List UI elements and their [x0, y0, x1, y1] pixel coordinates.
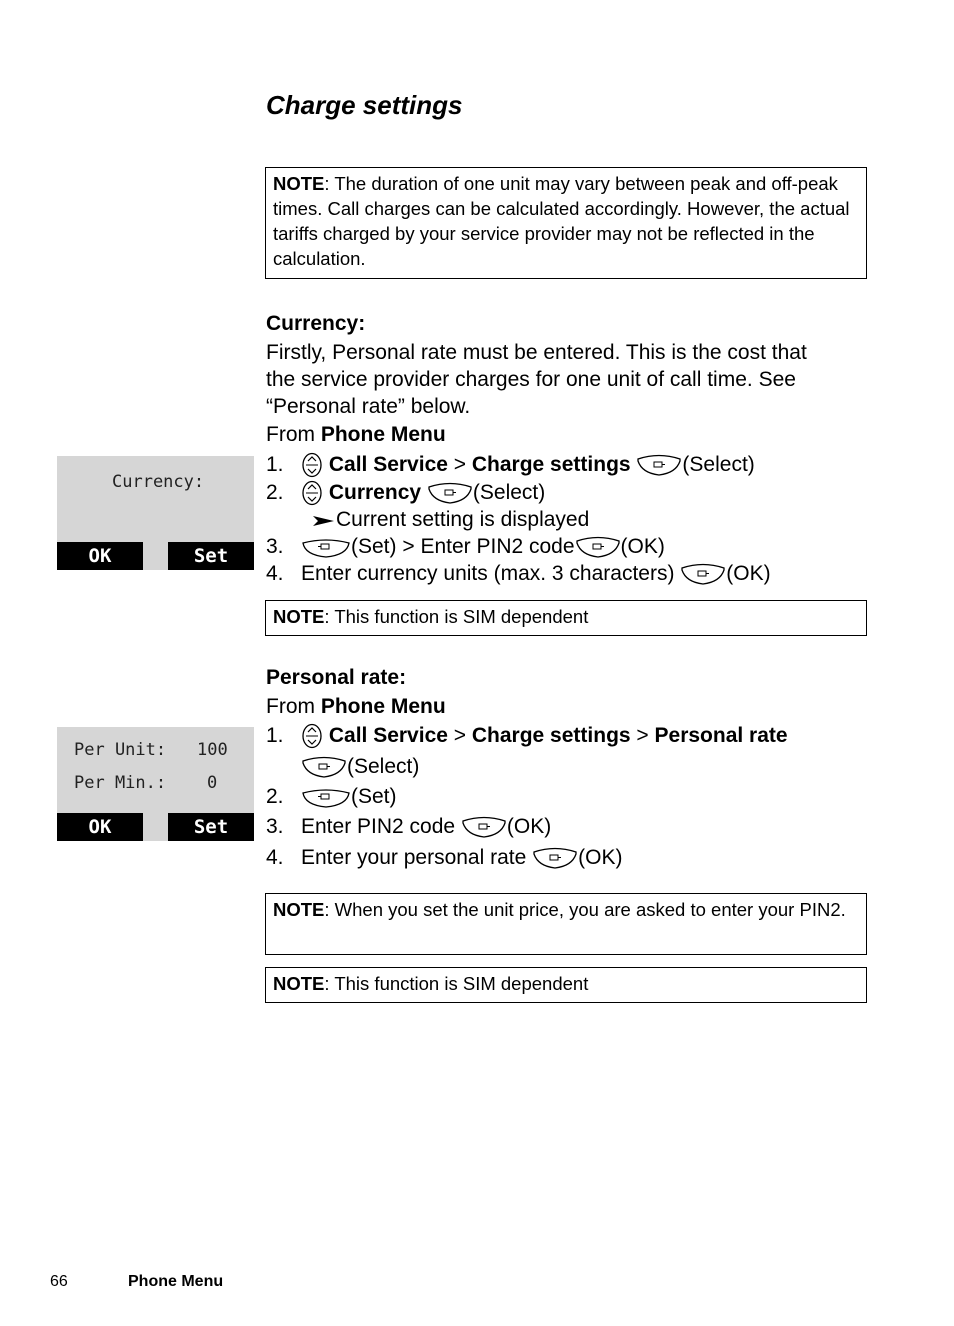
- set-label: (Set): [351, 785, 397, 808]
- select-label: (Select): [682, 453, 755, 476]
- currency-intro-line-2: the service provider charges for one unit of call time. See: [266, 368, 796, 391]
- note-text: : This function is SIM dependent: [324, 606, 589, 627]
- note-text: : When you set the unit price, you are asked to enter your PIN2.: [324, 899, 846, 920]
- currency-step-3: [301, 533, 665, 560]
- navigation-key-icon: [301, 480, 323, 506]
- softkey-icon: [301, 785, 351, 809]
- screen-set-softkey: Set: [168, 542, 254, 570]
- charge-settings-label: Charge settings: [471, 724, 631, 747]
- enter-pin2-text: > Enter PIN2 code: [396, 535, 575, 558]
- note-box: [265, 600, 867, 636]
- note-box: [265, 167, 867, 279]
- step-number: 2.: [266, 481, 284, 504]
- arrow-icon: [312, 513, 336, 527]
- note-label: NOTE: [273, 173, 325, 194]
- step-number: 1.: [266, 453, 284, 476]
- enter-rate-text: Enter your personal rate: [301, 846, 533, 869]
- page-number: 66: [50, 1273, 68, 1290]
- personal-rate-step-3: [301, 813, 551, 840]
- navigation-key-icon: [301, 723, 323, 749]
- note-text: : The duration of one unit may vary between peak and off-peak times. Call charges can be calculated accordingly. However, the actual tariffs charged by your service provider may not be reflected in the calculation.: [273, 173, 850, 269]
- softkey-icon: [427, 481, 473, 505]
- phone-menu-label: Phone Menu: [320, 423, 446, 446]
- currency-intro-line-1: Firstly, Personal rate must be entered. This is the cost that: [266, 341, 807, 364]
- screen-per-min-label: Per Min.:: [74, 773, 167, 793]
- footer-section-title: Phone Menu: [128, 1273, 224, 1290]
- note-label: NOTE: [273, 606, 325, 627]
- personal-rate-from-line: [266, 693, 446, 720]
- currency-from-line: [266, 421, 446, 448]
- softkey-icon: [680, 562, 726, 586]
- navigation-key-icon: [301, 452, 323, 478]
- personal-rate-heading: Personal rate:: [266, 666, 407, 689]
- from-text: From: [266, 423, 321, 446]
- phone-screen-personal-rate: [57, 727, 254, 841]
- enter-pin2-text: Enter PIN2 code: [301, 815, 461, 838]
- personal-rate-step-2: [301, 783, 397, 810]
- select-label: (Select): [472, 481, 546, 504]
- charge-settings-label: Charge settings: [471, 453, 631, 476]
- note-box: [265, 893, 867, 955]
- note-text: : This function is SIM dependent: [324, 973, 589, 994]
- softkey-icon: [575, 535, 621, 559]
- note-box: [265, 967, 867, 1003]
- softkey-icon: [636, 453, 682, 477]
- screen-ok-softkey: OK: [57, 813, 143, 841]
- personal-rate-step-1-cont: [301, 753, 419, 780]
- screen-per-unit-value: 100: [197, 740, 228, 760]
- separator: >: [630, 724, 655, 747]
- step-number: 1.: [266, 724, 284, 747]
- currency-step-4: [301, 560, 771, 587]
- call-service-label: Call Service: [328, 453, 448, 476]
- ok-label: (OK): [726, 562, 771, 585]
- result-text: Current setting is displayed: [336, 508, 590, 531]
- screen-per-unit-label: Per Unit:: [74, 740, 167, 760]
- page-title: Charge settings: [266, 90, 463, 120]
- ok-label: (OK): [578, 846, 623, 869]
- call-service-label: Call Service: [328, 724, 448, 747]
- enter-currency-text: Enter currency units (max. 3 characters): [301, 562, 681, 585]
- softkey-icon: [532, 846, 578, 870]
- phone-screen-currency: [57, 456, 254, 570]
- note-label: NOTE: [273, 973, 325, 994]
- screen-per-min-value: 0: [207, 773, 218, 793]
- ok-label: (OK): [620, 535, 665, 558]
- screen-currency-line: Currency:: [112, 472, 205, 492]
- screen-set-softkey: Set: [168, 813, 254, 841]
- step-number: 4.: [266, 562, 284, 585]
- step-number: 3.: [266, 535, 284, 558]
- softkey-icon: [301, 755, 347, 779]
- currency-heading: Currency:: [266, 312, 366, 335]
- from-text: From: [266, 695, 321, 718]
- note-label: NOTE: [273, 899, 325, 920]
- personal-rate-step-1: [301, 722, 788, 749]
- select-label: (Select): [347, 755, 420, 778]
- currency-intro-line-3: “Personal rate” below.: [266, 395, 471, 418]
- step-number: 4.: [266, 846, 284, 869]
- step-number: 3.: [266, 815, 284, 838]
- separator: >: [447, 453, 472, 476]
- ok-label: (OK): [506, 815, 552, 838]
- phone-menu-label: Phone Menu: [320, 695, 446, 718]
- step-number: 2.: [266, 785, 284, 808]
- currency-step-1: [301, 451, 755, 478]
- personal-rate-step-4: [301, 844, 622, 871]
- screen-ok-softkey: OK: [57, 542, 143, 570]
- separator: >: [447, 724, 472, 747]
- softkey-icon: [301, 535, 351, 559]
- personal-rate-label: Personal rate: [654, 724, 788, 747]
- set-label: (Set): [351, 535, 397, 558]
- currency-label: Currency: [328, 481, 422, 504]
- softkey-icon: [461, 815, 507, 839]
- currency-step-2-result: [312, 506, 589, 533]
- currency-step-2: [301, 479, 545, 506]
